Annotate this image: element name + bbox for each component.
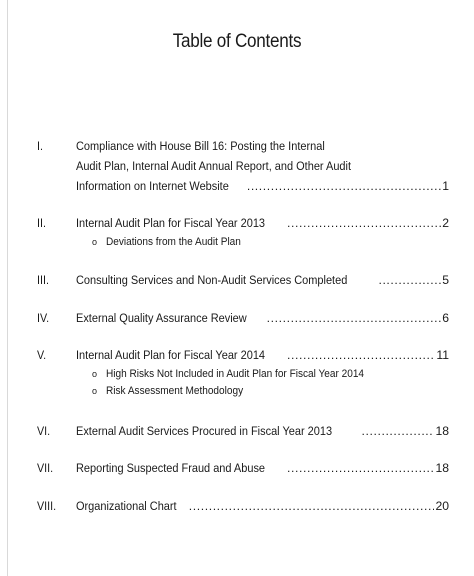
toc-page-number: 18 <box>435 424 449 438</box>
toc-entry-text: Information on Internet Website <box>76 179 229 193</box>
toc-numeral: VIII. <box>37 499 57 513</box>
toc-entry-leader-row[interactable] <box>76 345 449 365</box>
toc-entry-text: Compliance with House Bill 16: Posting the Internal <box>76 139 325 153</box>
toc-entry-text: Internal Audit Plan for Fiscal Year 2014 <box>76 348 266 362</box>
dot-leader <box>287 458 434 478</box>
toc-numeral: VI. <box>37 424 51 438</box>
toc-numeral: V. <box>37 348 47 362</box>
dot-leader <box>362 421 435 441</box>
toc-numeral: III. <box>37 273 49 287</box>
toc-numeral: VII. <box>37 461 54 475</box>
toc-subitem-text: High Risks Not Included in Audit Plan for Fiscal Year 2014 <box>106 368 365 380</box>
toc-entry-leader-row[interactable] <box>76 176 449 196</box>
toc-subitem-text: Risk Assessment Methodology <box>106 385 244 397</box>
toc-entry-leader-row[interactable] <box>76 496 449 516</box>
toc-subitem[interactable] <box>92 365 393 383</box>
toc-page-number: 11 <box>436 348 449 362</box>
toc-entry-text: Reporting Suspected Fraud and Abuse <box>76 461 266 475</box>
toc-page-number: 5 <box>442 273 449 287</box>
toc-entry-leader-row[interactable] <box>76 421 449 441</box>
toc-entry-leader-row[interactable] <box>76 308 449 328</box>
toc-entry-text-line <box>76 136 352 156</box>
toc-entry-text: External Quality Assurance Review <box>76 311 247 325</box>
toc-entry-text: Organizational Chart <box>76 499 177 513</box>
dot-leader <box>378 270 441 290</box>
dot-leader <box>267 308 442 328</box>
toc-numeral: I. <box>37 139 43 153</box>
toc-entry-text: Consulting Services and Non-Audit Services Completed <box>76 273 348 287</box>
dot-leader <box>287 345 435 365</box>
toc-page-number: 18 <box>435 461 449 475</box>
toc-entry-text-line <box>76 156 382 176</box>
toc-page-number: 1 <box>442 179 449 193</box>
toc-entry-leader-row[interactable] <box>76 458 449 478</box>
hollow-bullet-icon: o <box>92 237 98 247</box>
dot-leader <box>247 176 441 196</box>
toc-title: Table of Contents <box>172 31 302 52</box>
toc-subitem-text: Deviations from the Audit Plan <box>106 236 241 248</box>
hollow-bullet-icon: o <box>92 386 98 396</box>
toc-entry-text: External Audit Services Procured in Fiscal Year 2013 <box>76 424 333 438</box>
toc-entry-text: Audit Plan, Internal Audit Annual Report, and Other Audit <box>76 159 352 173</box>
toc-subitem[interactable] <box>92 233 256 251</box>
dot-leader <box>287 213 441 233</box>
dot-leader <box>189 496 435 516</box>
toc-subitem[interactable] <box>92 382 258 400</box>
toc-entry-leader-row[interactable] <box>76 270 449 290</box>
page-edge-line <box>7 0 8 576</box>
toc-numeral: IV. <box>37 311 50 325</box>
toc-page-number: 6 <box>442 311 449 325</box>
hollow-bullet-icon: o <box>92 369 98 379</box>
toc-entry-text: Internal Audit Plan for Fiscal Year 2013 <box>76 216 266 230</box>
toc-page-number: 2 <box>442 216 449 230</box>
toc-entry-leader-row[interactable] <box>76 213 449 233</box>
toc-numeral: II. <box>37 216 46 230</box>
toc-page-number: 20 <box>435 499 449 513</box>
